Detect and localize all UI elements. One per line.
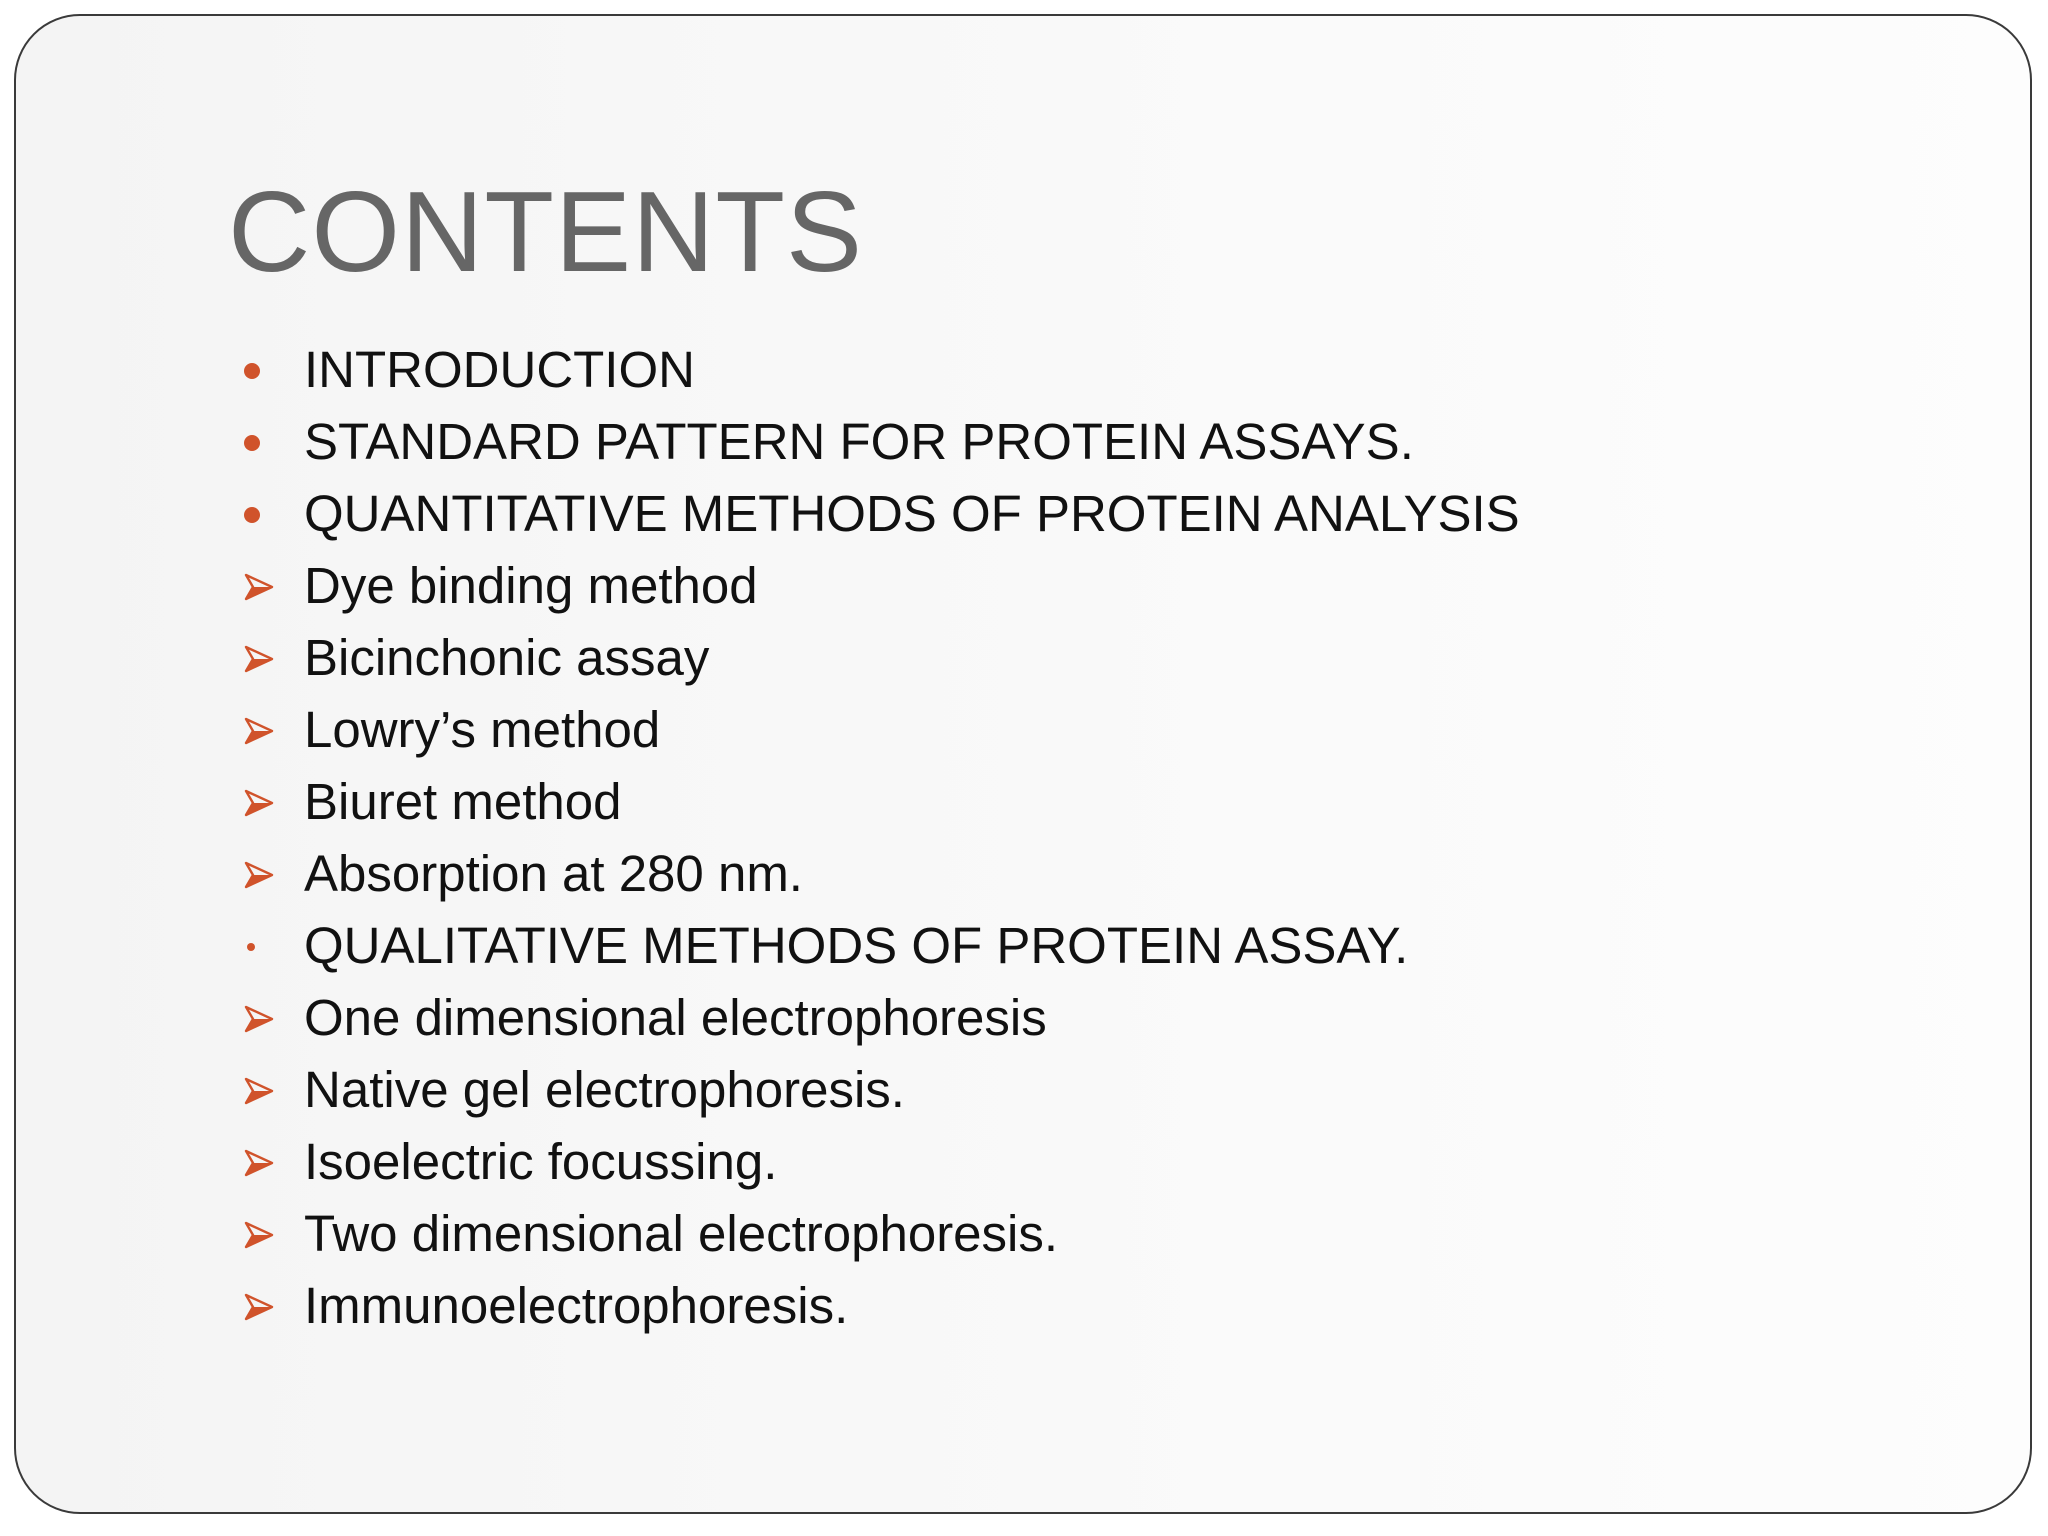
list-item (222, 694, 1520, 766)
list-item (222, 766, 1520, 838)
list-item-label: Native gel electrophoresis. (304, 1061, 905, 1118)
arrow-bullet-icon (222, 550, 266, 622)
list-item (222, 982, 1520, 1054)
list-item-label: One dimensional electrophoresis (304, 989, 1047, 1046)
dot-bullet-icon (222, 334, 266, 406)
list-item-label: Bicinchonic assay (304, 629, 710, 686)
list-item (222, 1198, 1520, 1270)
list-item (222, 406, 1520, 478)
arrow-bullet-icon (222, 1198, 266, 1270)
arrow-bullet-icon (222, 1126, 266, 1198)
list-item-label: Isoelectric focussing. (304, 1133, 778, 1190)
arrow-bullet-icon (222, 622, 266, 694)
list-item (222, 1054, 1520, 1126)
list-item (222, 622, 1520, 694)
list-item (222, 1126, 1520, 1198)
list-item-label: Biuret method (304, 773, 622, 830)
list-item-label: QUANTITATIVE METHODS OF PROTEIN ANALYSIS (304, 485, 1520, 542)
list-item (222, 334, 1520, 406)
arrow-bullet-icon (222, 1270, 266, 1342)
arrow-bullet-icon (222, 838, 266, 910)
arrow-bullet-icon (222, 766, 266, 838)
arrow-bullet-icon (222, 1054, 266, 1126)
list-item (222, 1270, 1520, 1342)
list-item (222, 910, 1520, 982)
list-item-label: Absorption at 280 nm. (304, 845, 803, 902)
dot-bullet-icon (222, 478, 266, 550)
list-item-label: Two dimensional electrophoresis. (304, 1205, 1059, 1262)
list-item-label: QUALITATIVE METHODS OF PROTEIN ASSAY. (304, 917, 1409, 974)
arrow-bullet-icon (222, 982, 266, 1054)
list-item (222, 478, 1520, 550)
list-item (222, 838, 1520, 910)
slide (14, 14, 2032, 1514)
list-item-label: Dye binding method (304, 557, 758, 614)
list-item-label: Lowry’s method (304, 701, 661, 758)
arrow-bullet-icon (222, 694, 266, 766)
list-item-label: INTRODUCTION (304, 341, 695, 398)
slide-title: CONTENTS (228, 169, 863, 296)
dot-bullet-icon (222, 406, 266, 478)
list-item-label: STANDARD PATTERN FOR PROTEIN ASSAYS. (304, 413, 1414, 470)
contents-list (222, 334, 1520, 1342)
list-item-label: Immunoelectrophoresis. (304, 1277, 849, 1334)
list-item (222, 550, 1520, 622)
small-dot-bullet-icon (222, 910, 266, 982)
